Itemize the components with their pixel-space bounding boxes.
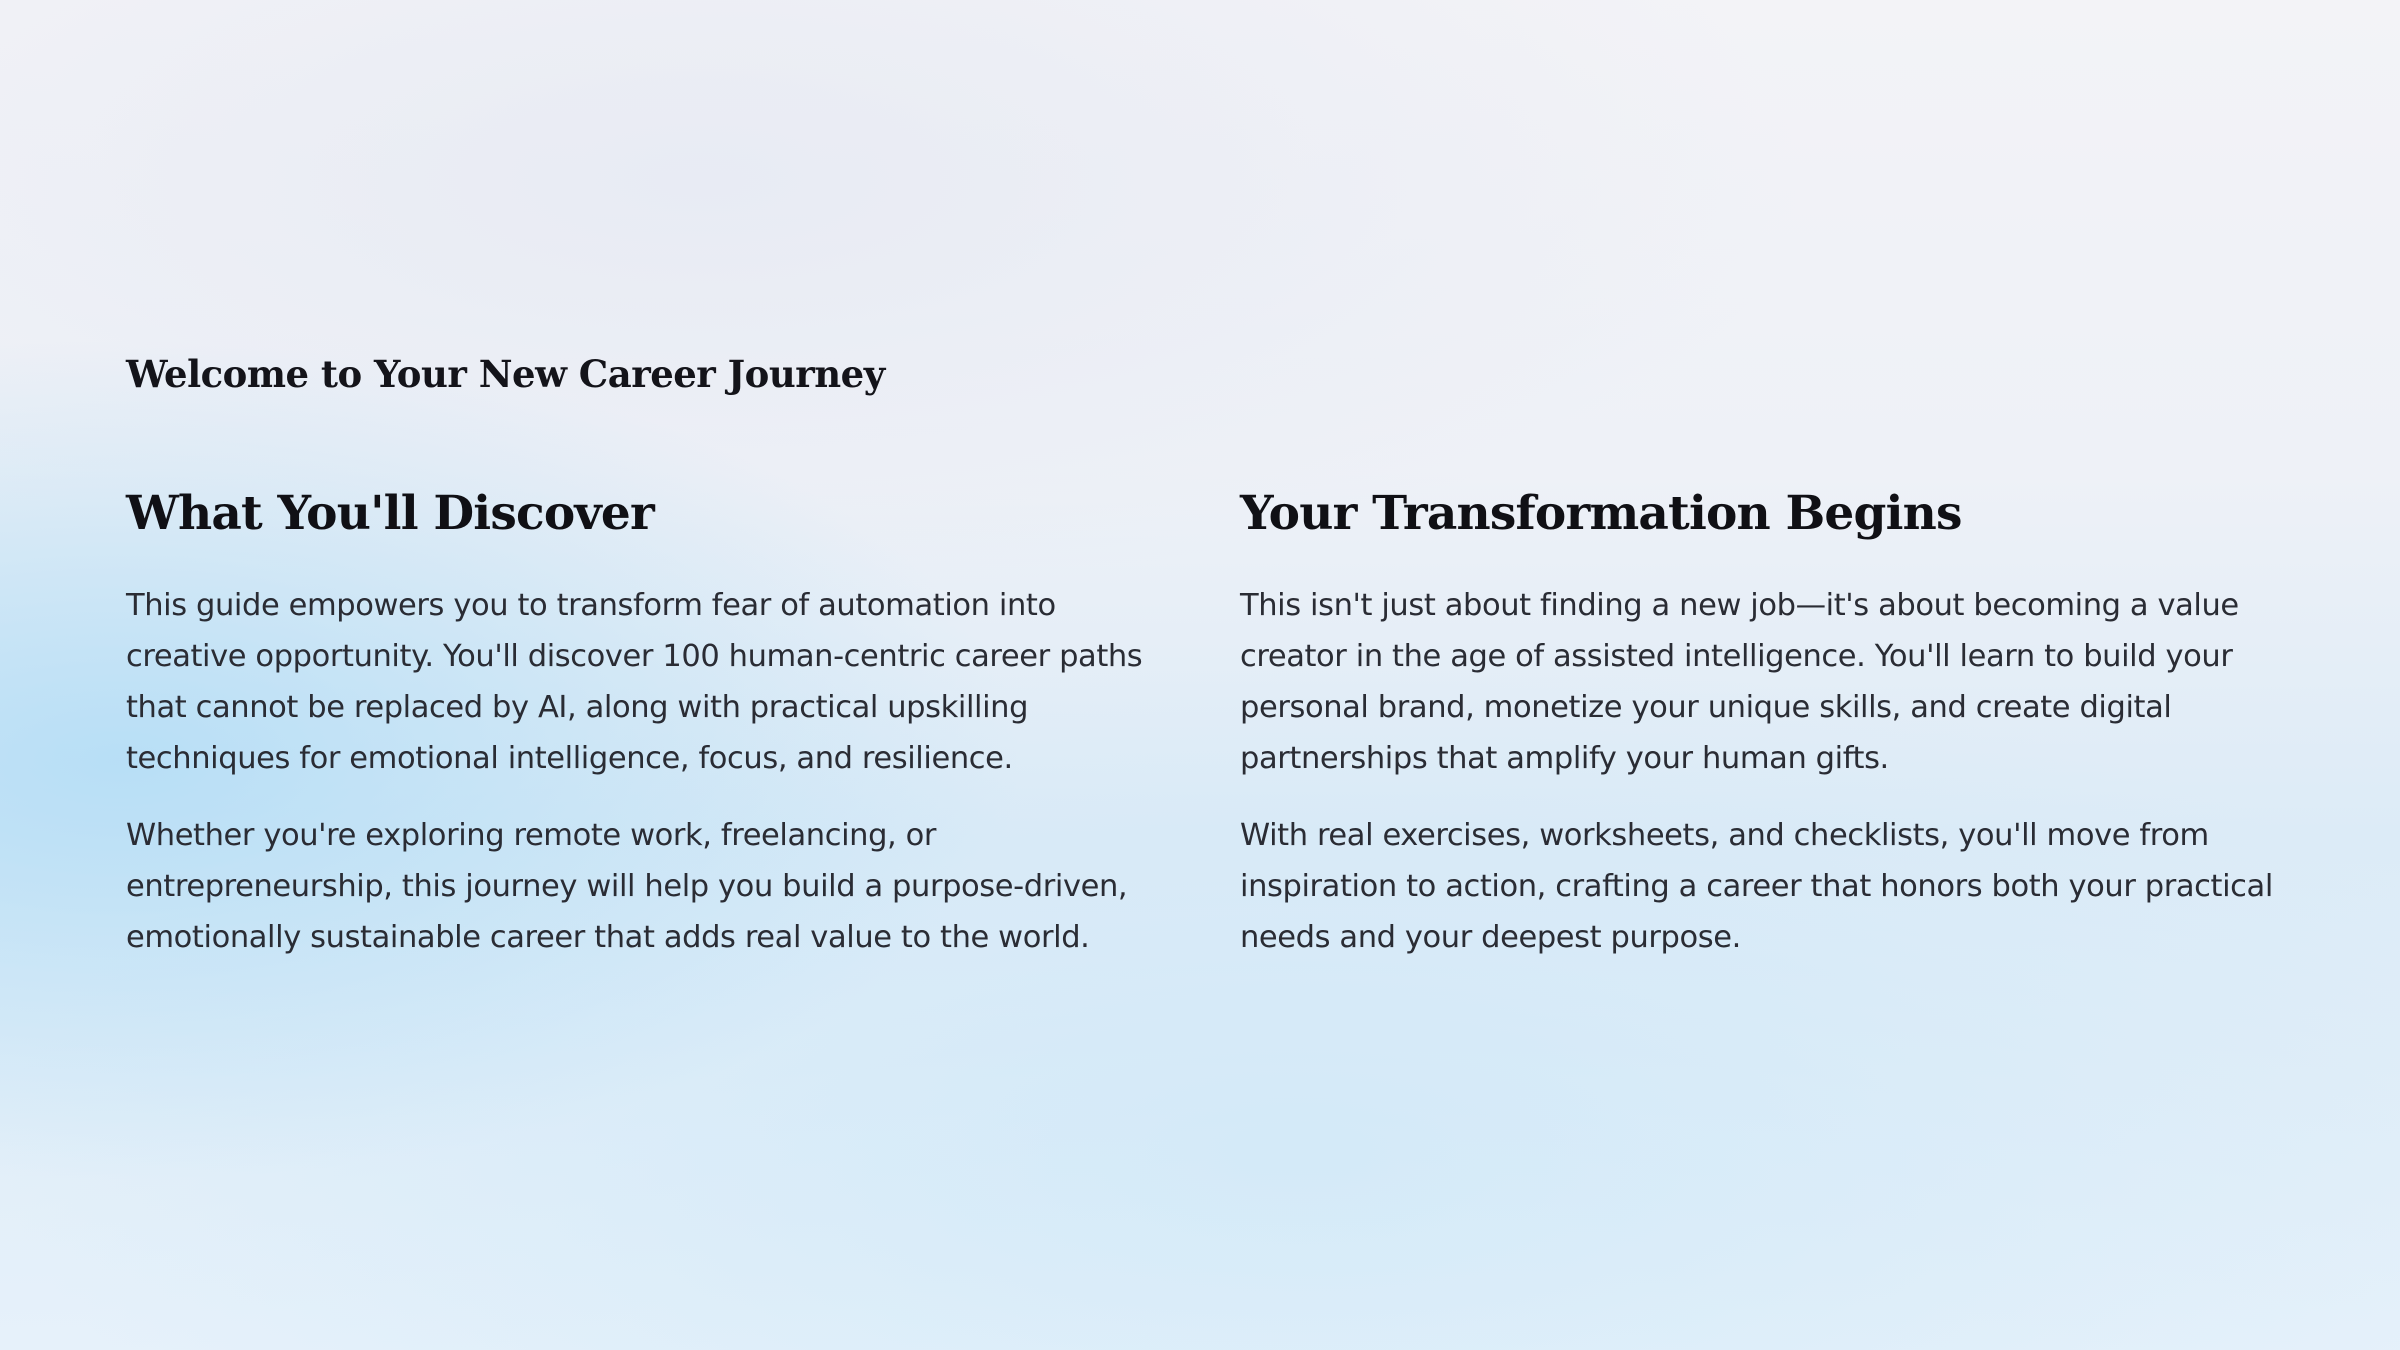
discover-heading: What You'll Discover	[126, 486, 654, 541]
discover-paragraph-2: Whether you're exploring remote work, freelancing, or entrepreneurship, this journey will help you build a purpose-driven, emotionally sustainable career that adds real value to the world.	[126, 818, 1128, 955]
transformation-paragraph-1: This isn't just about finding a new job—it's about becoming a value creator in the age of assisted intelligence. You'll learn to build your personal brand, monetize your unique skills, and create digital partnerships that amplify your human gifts.	[1240, 588, 2239, 776]
transformation-paragraph-2: With real exercises, worksheets, and checklists, you'll move from inspiration to action, crafting a career that honors both your practical needs and your deepest purpose.	[1240, 818, 2273, 955]
transformation-heading: Your Transformation Begins	[1240, 486, 1962, 541]
transformation-column	[1240, 482, 2280, 989]
discover-column	[126, 482, 1166, 989]
discover-paragraph-1: This guide empowers you to transform fear of automation into creative opportunity. You'll discover 100 human-centric career paths that cannot be replaced by AI, along with practical upskilling techniques for emotional intelligence, focus, and resilience.	[126, 588, 1143, 776]
page-title: Welcome to Your New Career Journey	[126, 352, 885, 396]
